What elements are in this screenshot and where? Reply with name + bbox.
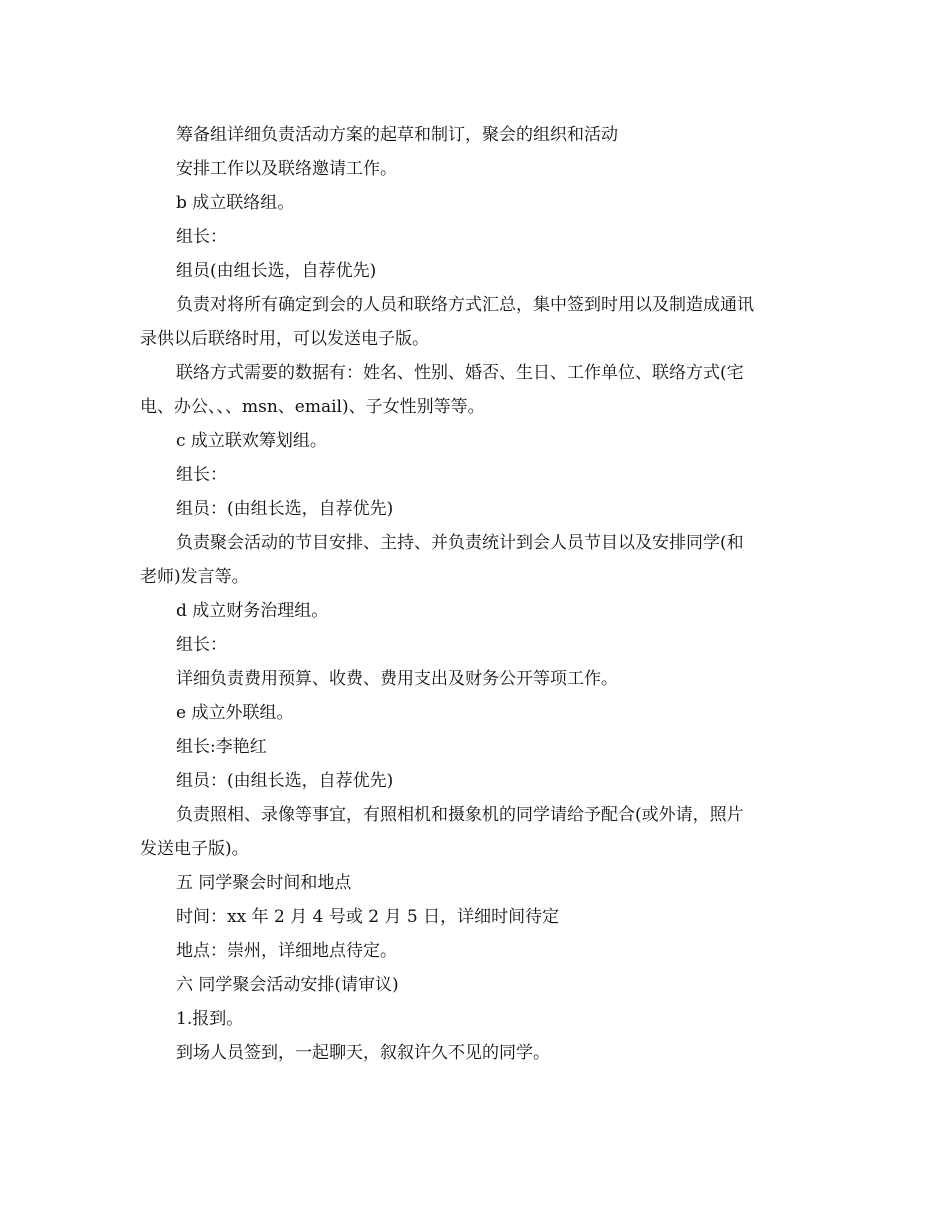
document-line: 组员：(由组长选，自荐优先) — [176, 771, 394, 791]
document-line: c 成立联欢筹划组。 — [176, 431, 327, 451]
document-line: d 成立财务治理组。 — [176, 601, 329, 621]
document-line: b 成立联络组。 — [176, 193, 295, 213]
document-line: 负责对将所有确定到会的人员和联络方式汇总，集中签到时用以及制造成通讯 — [176, 295, 754, 315]
document-line: 组长： — [176, 465, 227, 485]
document-line: 录供以后联络时用，可以发送电子版。 — [140, 329, 429, 349]
document-line: 发送电子版)。 — [140, 839, 249, 859]
document-line: 电、办公、、、msn、email)、子女性别等等。 — [140, 397, 485, 417]
document-body — [140, 118, 812, 1070]
document-line: 组长： — [176, 635, 227, 655]
document-line: 安排工作以及联络邀请工作。 — [176, 159, 397, 179]
document-line: 组员(由组长选，自荐优先) — [176, 261, 377, 281]
document-line: 组长:李艳红 — [176, 737, 267, 757]
document-line: 联络方式需要的数据有：姓名、性别、婚否、生日、工作单位、联络方式(宅 — [176, 363, 744, 383]
document-line: 负责照相、录像等事宜，有照相机和摄象机的同学请给予配合(或外请，照片 — [176, 805, 744, 825]
document-line: 筹备组详细负责活动方案的起草和制订，聚会的组织和活动 — [176, 125, 618, 145]
document-line: 到场人员签到，一起聊天，叙叙许久不见的同学。 — [176, 1043, 550, 1063]
document-line: 负责聚会活动的节目安排、主持、并负责统计到会人员节目以及安排同学(和 — [176, 533, 744, 553]
document-line: 组长： — [176, 227, 227, 247]
document-line: e 成立外联组。 — [176, 703, 294, 723]
document-line: 五 同学聚会时间和地点 — [176, 873, 352, 893]
document-line: 六 同学聚会活动安排(请审议) — [176, 975, 399, 995]
document-line: 详细负责费用预算、收费、费用支出及财务公开等项工作。 — [176, 669, 618, 689]
document-line: 1.报到。 — [176, 1009, 244, 1029]
document-line: 老师)发言等。 — [140, 567, 249, 587]
document-line: 组员：(由组长选，自荐优先) — [176, 499, 394, 519]
document-line: 地点：崇州，详细地点待定。 — [176, 941, 397, 961]
document-line: 时间：xx 年 2 月 4 号或 2 月 5 日，详细时间待定 — [176, 907, 560, 927]
